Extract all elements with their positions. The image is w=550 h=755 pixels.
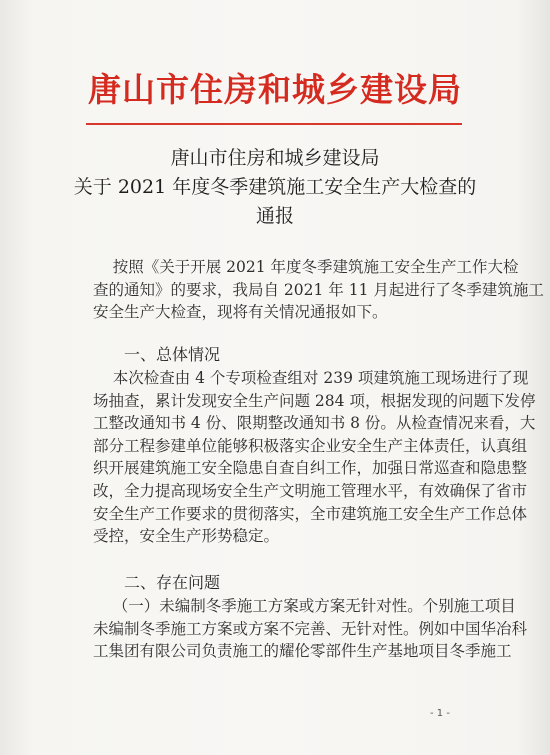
title-line-2: 关于 2021 年度冬季建筑施工安全生产大检查的 <box>73 176 477 198</box>
text-line: 安全生产工作要求的贯彻落实，全市建筑施工安全生产工作总体 <box>93 504 528 523</box>
text-line: 场抽查，累计发现安全生产问题 284 项，根据发现的问题下发停 <box>93 391 536 410</box>
text-line: 织开展建筑施工安全隐患自查自纠工作，加强日常巡查和隐患整 <box>93 459 528 478</box>
text-line: 部分工程参建单位能够积极落实企业安全生产主体责任，认真组 <box>93 436 528 455</box>
text-line: 按照《关于开展 2021 年度冬季建筑施工安全生产工作大检 <box>93 258 519 276</box>
text-line: 工集团有限公司负责施工的耀伦零部件生产基地项目冬季施工 <box>93 642 512 661</box>
text-line: 工整改通知书 4 份、限期整改通知书 8 份。从检查情况来看，大 <box>93 414 536 433</box>
text-line: （一）未编制冬季施工方案或方案无针对性。个别施工项目 <box>93 597 516 615</box>
text-line: 本次检查由 4 个专项检查组对 239 项建筑施工现场进行了现 <box>93 369 529 387</box>
text-line: 未编制冬季施工方案或方案不完善、无针对性。例如中国华冶科 <box>93 619 528 638</box>
section-heading-problems: 二、存在问题 <box>124 573 221 592</box>
text-line: 受控，安全生产形势稳定。 <box>93 527 280 546</box>
overview-paragraph <box>93 367 536 548</box>
title-line-3: 通报 <box>255 205 294 227</box>
title-line-1: 唐山市住房和城乡建设局 <box>170 147 380 169</box>
page-number: - 1 - <box>430 708 450 719</box>
organization-header: 唐山市住房和城乡建设局 <box>88 70 462 109</box>
text-line: 改，全力提高现场安全生产文明施工管理水平，有效确保了省市 <box>93 481 528 500</box>
intro-paragraph <box>93 256 544 324</box>
red-divider <box>86 123 462 125</box>
section-heading-overview: 一、总体情况 <box>124 345 221 364</box>
text-line: 安全生产大检查，现将有关情况通报如下。 <box>93 303 388 322</box>
problems-paragraph <box>93 595 528 663</box>
text-line: 查的通知》的要求，我局自 2021 年 11 月起进行了冬季建筑施工 <box>93 280 544 299</box>
